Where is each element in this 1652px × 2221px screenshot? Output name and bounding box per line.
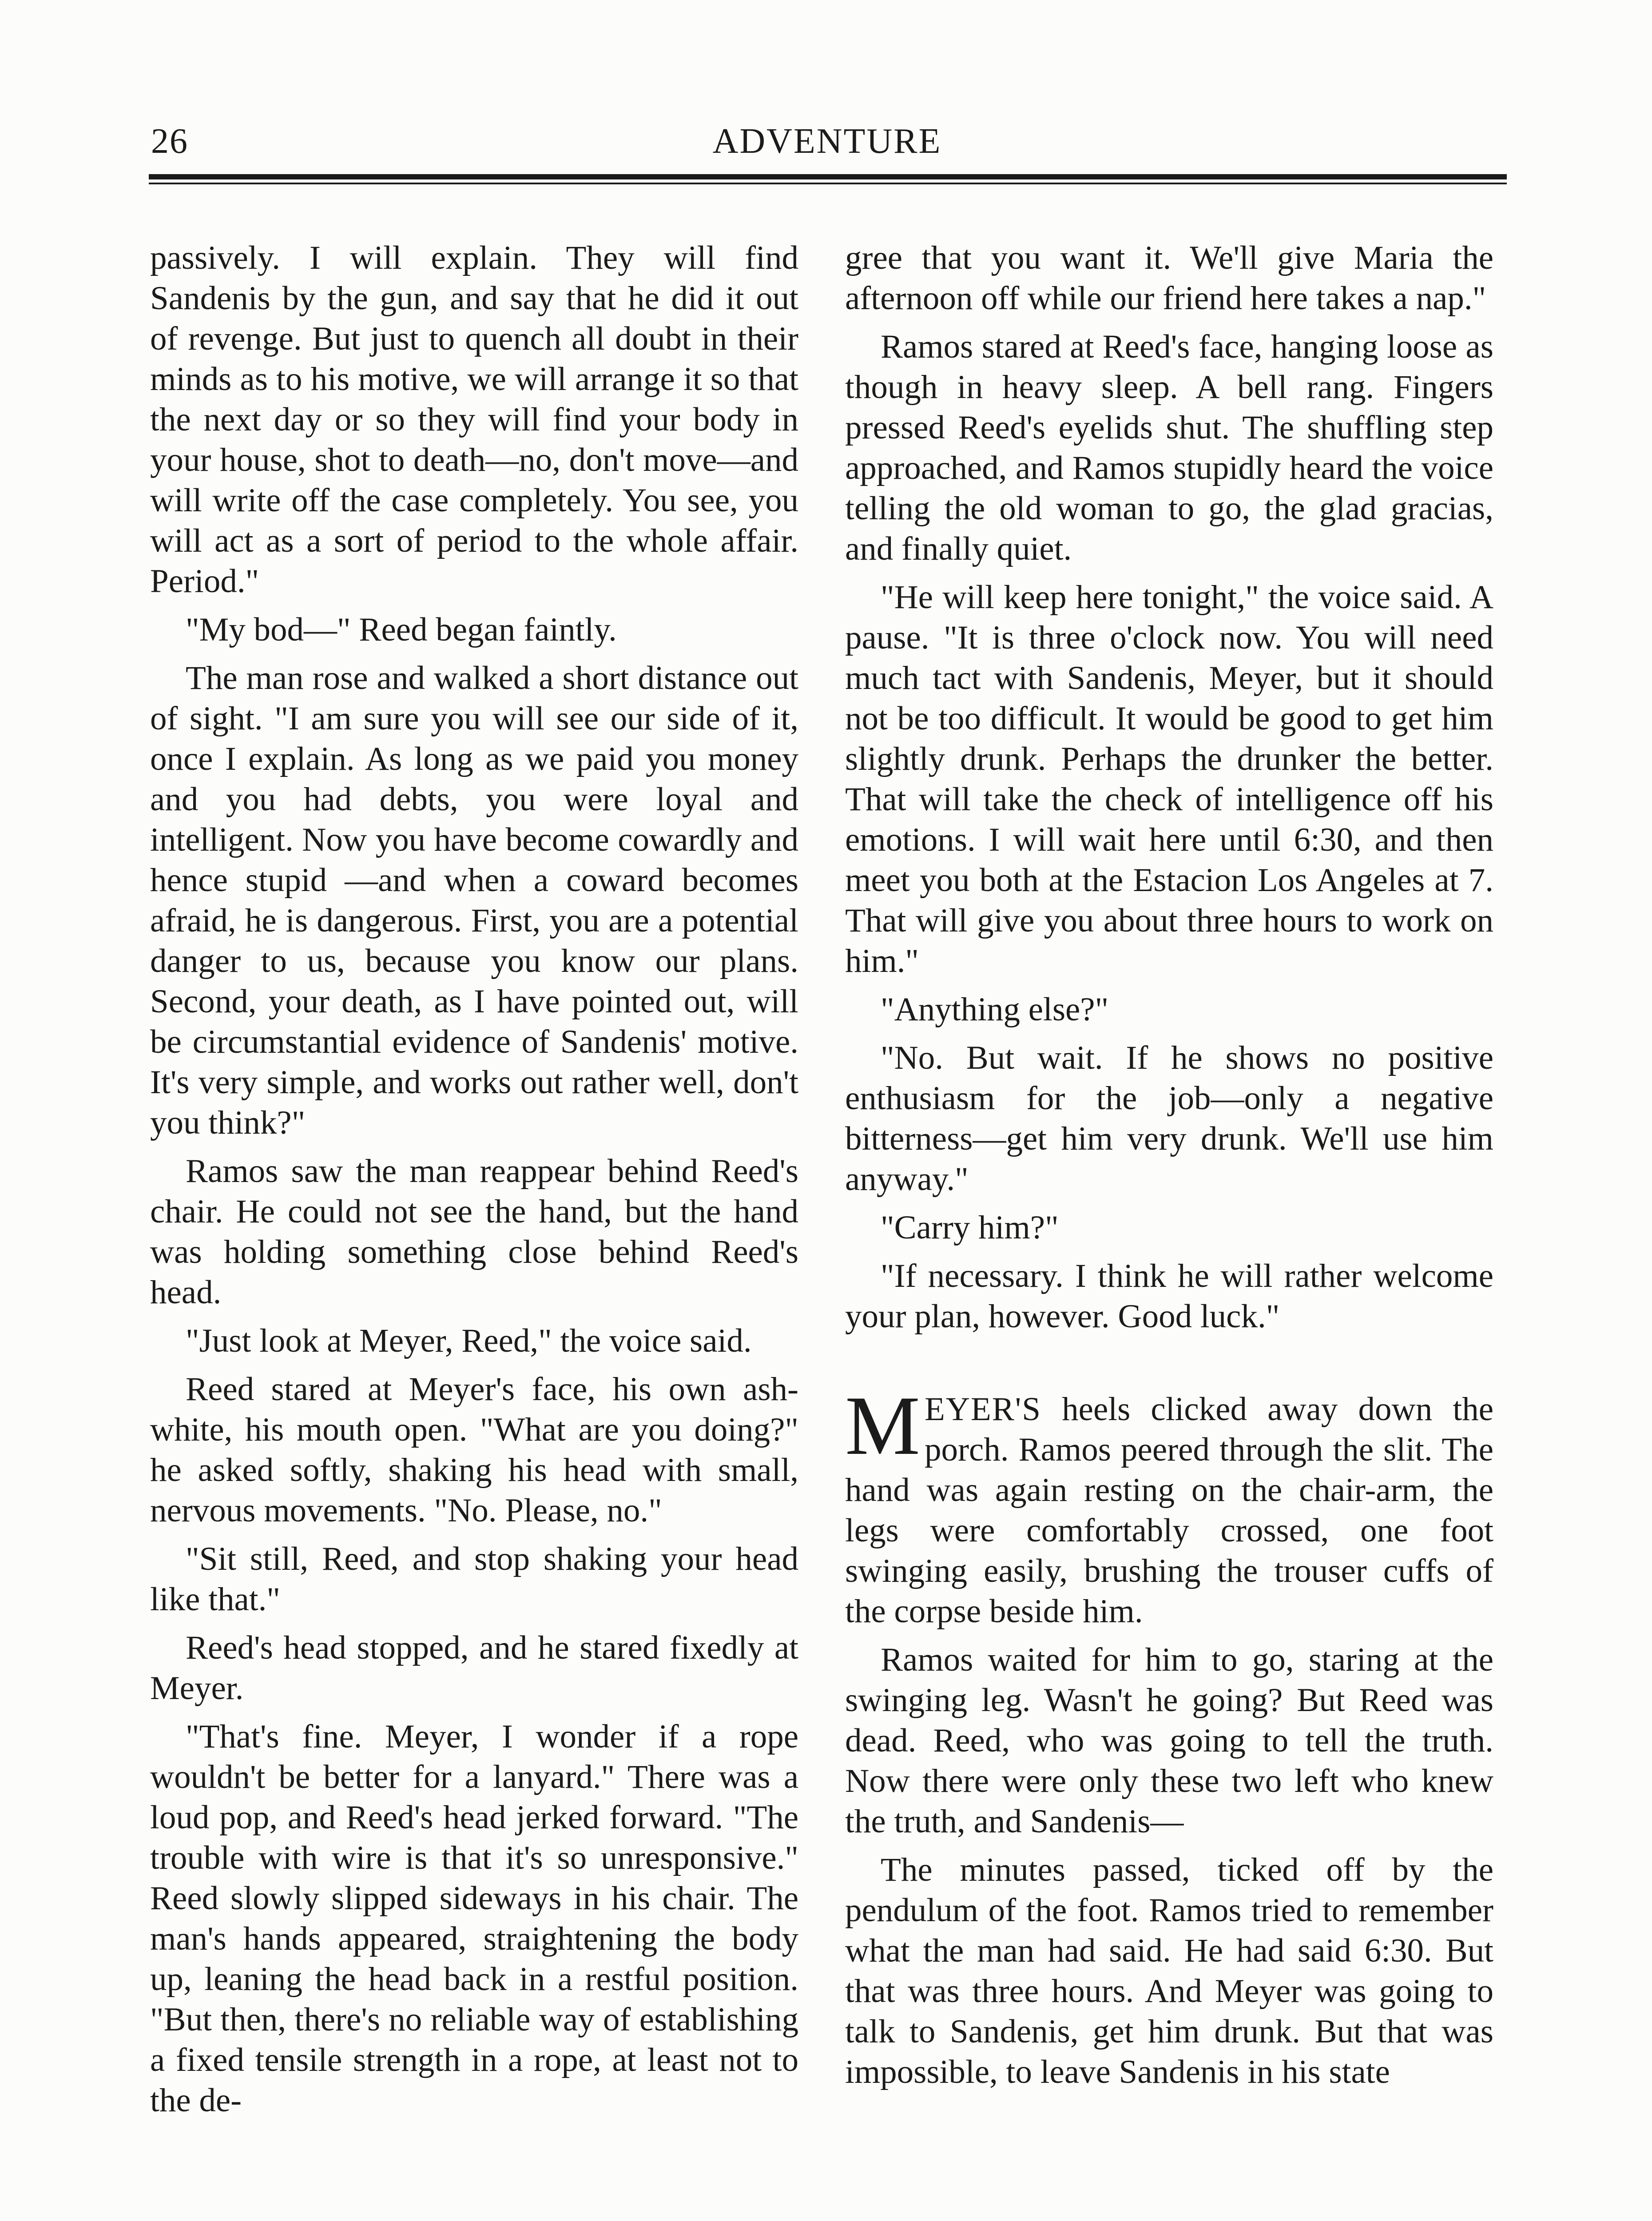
- section-break: [845, 1345, 1493, 1389]
- drop-cap: M: [845, 1379, 920, 1473]
- paragraph: Reed stared at Meyer's face, his own ash-white, his mouth open. "What are you doing?" he asked softly, shaking his head with small, nervous movements. "No. Please, no.": [150, 1371, 798, 1529]
- paragraph: "My bod—" Reed began faintly.: [186, 611, 617, 648]
- page-number: 26: [151, 122, 188, 161]
- paragraph: "If necessary. I think he will rather welcome your plan, however. Good luck.": [845, 1258, 1493, 1335]
- paragraph: gree that you want it. We'll give Maria the afternoon off while our friend here takes a nap.": [845, 239, 1493, 317]
- paragraph: The man rose and walked a short distance out of sight. "I am sure you will see our side of it, once I explain. As long as we paid you money and you had debts, you were loyal and intelligent. Now you have become cowardly and hence stupid —and when a coward becomes afraid, he is dangerous. First, you are a potential danger to us, because you know our plans. Second, your death, as I have pointed out, will be circumstantial evidence of Sandenis' motive. It's very simple, and works out rather well, don't you think?": [150, 660, 798, 1141]
- running-title: ADVENTURE: [712, 122, 942, 161]
- paragraph: "Sit still, Reed, and stop shaking your head like that.": [150, 1540, 798, 1618]
- paragraph: "That's fine. Meyer, I wonder if a rope wouldn't be better for a lanyard." There was a loud pop, and Reed's head jerked forward. "The trouble with wire is that it's so unresponsive." Reed slowly slipped sideways in his chair. The man's hands appeared, straightening the body up, leaning the head back in a restful position. "But then, there's no reliable way of establishing a fixed tensile strength in a rope, at least not to the de-: [150, 1718, 798, 2119]
- page-header: [151, 119, 1503, 172]
- opening-word: EYER'S: [924, 1391, 1041, 1428]
- paragraph: "No. But wait. If he shows no positive enthusiasm for the job—only a negative bitterness—get him very drunk. We'll use him anyway.": [845, 1039, 1493, 1198]
- left-column: [150, 238, 798, 2221]
- paragraph: "He will keep here tonight," the voice said. A pause. "It is three o'clock now. You will need much tact with Sandenis, Meyer, but it should not be too difficult. It would be good to get him slightly drunk. Perhaps the drunker the better. That will take the check of intelligence off his emotions. I will wait here until 6:30, and then meet you both at the Estacion Los Angeles at 7. That will give you about three hours to work on him.": [845, 579, 1493, 979]
- paragraph: Reed's head stopped, and he stared fixedly at Meyer.: [150, 1629, 798, 1707]
- paragraph: The minutes passed, ticked off by the pendulum of the foot. Ramos tried to remember what the man had said. He had said 6:30. But that was three hours. And Meyer was going to talk to Sandenis, get him drunk. But that was impossible, to leave Sandenis in his state: [845, 1851, 1493, 2090]
- paragraph: "Anything else?": [881, 991, 1109, 1028]
- paragraph: Ramos stared at Reed's face, hanging loose as though in heavy sleep. A bell rang. Fingers pressed Reed's eyelids shut. The shuffling step approached, and Ramos stupidly heard the voice telling the old woman to go, the glad gracias, and finally quiet.: [845, 328, 1493, 567]
- paragraph: Ramos saw the man reappear behind Reed's chair. He could not see the hand, but the hand was holding something close behind Reed's head.: [150, 1153, 798, 1311]
- header-rule-thin: [149, 183, 1507, 184]
- paragraph: passively. I will explain. They will find Sandenis by the gun, and say that he did it out of revenge. But just to quench all doubt in their minds as to his motive, we will arrange it so that the next day or so they will find your body in your house, shot to death—no, don't move—and will write off the case completely. You see, you will act as a sort of period to the whole affair. Period.": [150, 239, 798, 600]
- paragraph: Ramos waited for him to go, staring at the swinging leg. Wasn't he going? But Reed was dead. Reed, who was going to tell the truth. Now there were only these two left who knew the truth, and Sandenis—: [845, 1641, 1493, 1840]
- right-column: [845, 238, 1493, 2221]
- paragraph: "Carry him?": [881, 1209, 1059, 1246]
- paragraph: "Just look at Meyer, Reed," the voice said.: [186, 1322, 752, 1359]
- section-opening-paragraph: [845, 1379, 1493, 1632]
- header-rule-thick: [149, 174, 1507, 179]
- opening-text: heels clicked away down the porch. Ramos peered through the slit. The hand was again resting on the chair-arm, the legs were comfortably crossed, one foot swinging easily, brushing the trouser cuffs of the corpse beside him.: [845, 1391, 1493, 1630]
